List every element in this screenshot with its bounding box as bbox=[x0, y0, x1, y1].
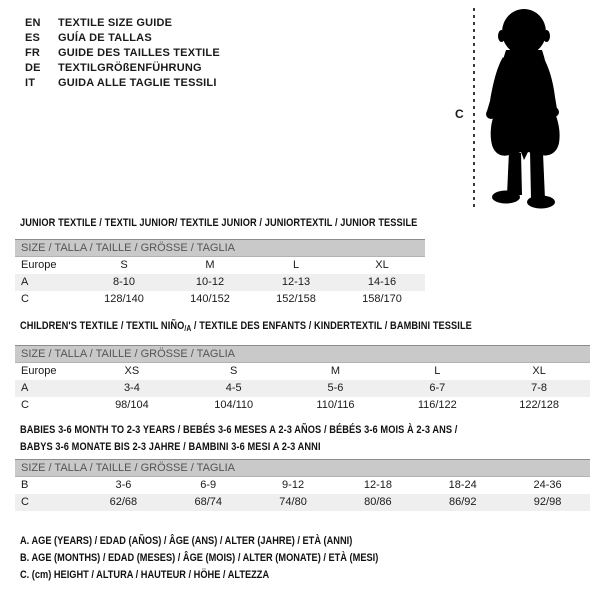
children-title-suffix: / TEXTILE DES ENFANTS / KINDERTEXTIL / BAMBINI TESSILE bbox=[191, 320, 472, 332]
size-value-cell: 10-12 bbox=[195, 276, 225, 288]
size-value-cell: 62/68 bbox=[109, 496, 138, 508]
table-row bbox=[15, 477, 590, 494]
size-value-cell: M bbox=[330, 365, 341, 377]
row-label-cell: A bbox=[21, 382, 29, 394]
size-value-cell: 12-13 bbox=[281, 276, 311, 288]
size-value-cell: 80/86 bbox=[364, 496, 392, 508]
language-code: DE bbox=[25, 62, 41, 74]
note-line-c: C. (cm) HEIGHT / ALTURA / HAUTEUR / HÖHE / ALTEZZA bbox=[20, 569, 270, 581]
table-row bbox=[15, 363, 590, 380]
row-label-cell: Europe bbox=[21, 365, 57, 377]
size-value-cell: 12-18 bbox=[363, 479, 392, 491]
table-row bbox=[15, 257, 425, 274]
children-table-title bbox=[20, 320, 472, 333]
row-label-cell: C bbox=[21, 496, 29, 508]
size-value-cell: 128/140 bbox=[104, 293, 144, 305]
language-label: GUIDE DES TAILLES TEXTILE bbox=[58, 47, 220, 59]
size-value-cell: XL bbox=[532, 365, 546, 377]
row-label-cell: A bbox=[21, 276, 29, 288]
row-label-cell: C bbox=[21, 399, 29, 411]
row-label-cell: Europe bbox=[21, 259, 57, 271]
size-value-cell: 92/98 bbox=[533, 496, 562, 508]
size-header-bar: SIZE / TALLA / TAILLE / GRÖSSE / TAGLIA bbox=[15, 346, 590, 363]
children-size-table bbox=[15, 345, 590, 414]
language-label: GUÍA DE TALLAS bbox=[58, 32, 152, 44]
table-row bbox=[15, 291, 425, 308]
note-line-a: A. AGE (YEARS) / EDAD (AÑOS) / ÂGE (ANS) / ALTER (JAHRE) / ETÀ (ANNI) bbox=[20, 535, 353, 547]
size-header-bar: SIZE / TALLA / TAILLE / GRÖSSE / TAGLIA bbox=[15, 460, 590, 477]
size-value-cell: 14-16 bbox=[367, 276, 397, 288]
babies-size-table bbox=[15, 459, 590, 511]
language-list bbox=[25, 16, 220, 91]
size-value-cell: 7-8 bbox=[531, 382, 548, 394]
size-value-cell: 9-12 bbox=[282, 479, 305, 491]
size-value-cell: 140/152 bbox=[190, 293, 230, 305]
language-code: IT bbox=[25, 77, 36, 89]
row-label-cell: C bbox=[21, 293, 29, 305]
table-row bbox=[15, 274, 425, 291]
size-value-cell: 86/92 bbox=[448, 496, 477, 508]
babies-table-title-line1: BABIES 3-6 MONTH TO 2-3 YEARS / BEBÉS 3-6 MESES A 2-3 AÑOS / BÉBÉS 3-6 MOIS À 2-3 ANS / bbox=[20, 424, 458, 436]
size-value-cell: 98/104 bbox=[115, 399, 149, 411]
size-value-cell: M bbox=[205, 259, 215, 271]
language-code: ES bbox=[25, 32, 41, 44]
row-label-cell: B bbox=[21, 479, 29, 491]
children-title-subscript: /A bbox=[184, 324, 192, 333]
size-value-cell: 68/74 bbox=[194, 496, 222, 508]
table-row bbox=[15, 397, 590, 414]
size-value-cell: 74/80 bbox=[279, 496, 307, 508]
size-value-cell: 3-6 bbox=[115, 479, 132, 491]
height-measure-label: C bbox=[455, 107, 464, 121]
size-value-cell: 152/158 bbox=[276, 293, 316, 305]
size-value-cell: XL bbox=[375, 259, 389, 271]
size-value-cell: L bbox=[292, 259, 300, 271]
table-row bbox=[15, 380, 590, 397]
baby-silhouette-icon bbox=[483, 5, 569, 211]
language-code: EN bbox=[25, 17, 41, 29]
size-value-cell: XS bbox=[124, 365, 140, 377]
babies-table-title-line2: BABYS 3-6 MONATE BIS 2-3 JAHRE / BAMBINI 3-6 MESI A 2-3 ANNI bbox=[20, 441, 321, 453]
language-row bbox=[25, 46, 220, 61]
junior-size-table bbox=[15, 239, 425, 308]
language-code: FR bbox=[25, 47, 41, 59]
size-value-cell: 158/170 bbox=[362, 293, 402, 305]
language-label: TEXTILE SIZE GUIDE bbox=[58, 17, 173, 29]
size-header-bar: SIZE / TALLA / TAILLE / GRÖSSE / TAGLIA bbox=[15, 240, 425, 257]
size-value-cell: 5-6 bbox=[327, 382, 344, 394]
size-value-cell: S bbox=[230, 365, 238, 377]
size-value-cell: 24-36 bbox=[533, 479, 562, 491]
height-dotted-line-icon bbox=[472, 7, 477, 209]
legend-notes bbox=[20, 533, 378, 584]
size-value-cell: 6-9 bbox=[200, 479, 217, 491]
size-value-cell: 8-10 bbox=[112, 276, 136, 288]
size-value-cell: S bbox=[120, 259, 128, 271]
junior-table-title: JUNIOR TEXTILE / TEXTIL JUNIOR/ TEXTILE JUNIOR / JUNIORTEXTIL / JUNIOR TESSILE bbox=[20, 217, 418, 229]
language-label: GUIDA ALLE TAGLIE TESSILI bbox=[58, 77, 217, 89]
size-value-cell: 116/122 bbox=[417, 399, 457, 411]
size-value-cell: 18-24 bbox=[448, 479, 477, 491]
language-row bbox=[25, 16, 220, 31]
size-value-cell: 4-5 bbox=[225, 382, 242, 394]
size-value-cell: L bbox=[434, 365, 441, 377]
language-label: TEXTILGRÖßENFÜHRUNG bbox=[58, 62, 202, 74]
children-title-prefix: CHILDREN'S TEXTILE / TEXTIL NIÑO bbox=[20, 320, 185, 332]
size-value-cell: 3-4 bbox=[123, 382, 140, 394]
note-line-b: B. AGE (MONTHS) / EDAD (MESES) / ÂGE (MOIS) / ALTER (MONATE) / ETÀ (MESI) bbox=[20, 552, 379, 564]
language-row bbox=[25, 31, 220, 46]
size-value-cell: 6-7 bbox=[429, 382, 446, 394]
table-row bbox=[15, 494, 590, 511]
size-value-cell: 104/110 bbox=[214, 399, 254, 411]
language-row bbox=[25, 76, 220, 91]
size-value-cell: 110/116 bbox=[316, 399, 355, 411]
size-value-cell: 122/128 bbox=[519, 399, 559, 411]
language-row bbox=[25, 61, 220, 76]
